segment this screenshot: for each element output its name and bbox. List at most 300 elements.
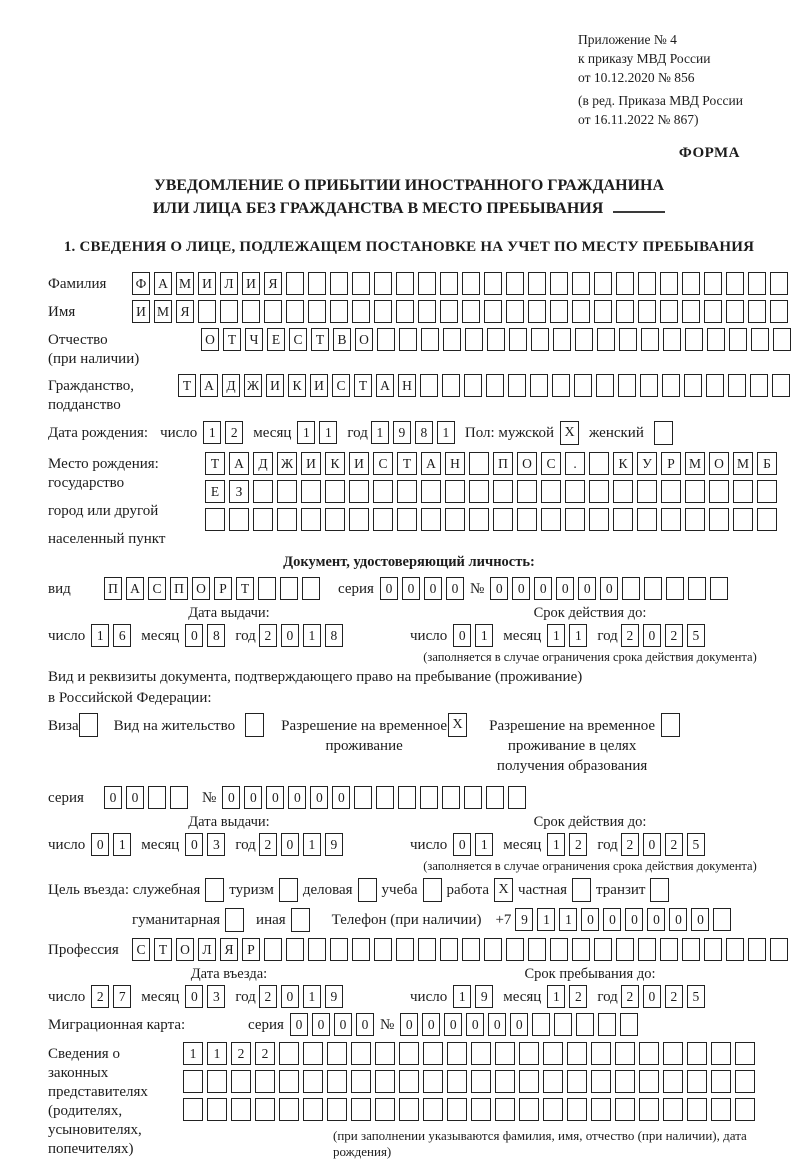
char-cell[interactable]: [373, 480, 393, 503]
char-cell[interactable]: 0: [312, 1013, 330, 1036]
char-cell[interactable]: [543, 1098, 563, 1121]
char-cell[interactable]: [242, 300, 260, 323]
char-cell[interactable]: [519, 1070, 539, 1093]
char-cell[interactable]: Ч: [245, 328, 263, 351]
char-cell[interactable]: 0: [691, 908, 709, 931]
char-cell[interactable]: О: [201, 328, 219, 351]
char-cell[interactable]: [748, 300, 766, 323]
char-cell[interactable]: Т: [178, 374, 196, 397]
char-cell[interactable]: [301, 508, 321, 531]
char-cell[interactable]: О: [517, 452, 537, 475]
char-cell[interactable]: Ж: [244, 374, 262, 397]
char-cell[interactable]: [706, 374, 724, 397]
char-cell[interactable]: [728, 374, 746, 397]
char-cell[interactable]: [640, 374, 658, 397]
char-cell[interactable]: [279, 1098, 299, 1121]
char-cell[interactable]: [613, 480, 633, 503]
char-cell[interactable]: [508, 786, 526, 809]
char-cell[interactable]: [253, 508, 273, 531]
purpose-study-checkbox[interactable]: [423, 878, 442, 902]
char-cell[interactable]: [198, 300, 216, 323]
char-cell[interactable]: [418, 300, 436, 323]
char-cell[interactable]: О: [192, 577, 210, 600]
char-cell[interactable]: [572, 300, 590, 323]
char-cell[interactable]: А: [421, 452, 441, 475]
char-cell[interactable]: С: [148, 577, 166, 600]
char-cell[interactable]: [327, 1098, 347, 1121]
char-cell[interactable]: [589, 452, 609, 475]
char-cell[interactable]: [255, 1070, 275, 1093]
char-cell[interactable]: 9: [325, 833, 343, 856]
char-cell[interactable]: [421, 508, 441, 531]
char-cell[interactable]: 0: [488, 1013, 506, 1036]
char-cell[interactable]: [751, 328, 769, 351]
char-cell[interactable]: 2: [259, 833, 277, 856]
char-cell[interactable]: 7: [113, 985, 131, 1008]
char-cell[interactable]: [330, 300, 348, 323]
char-cell[interactable]: Л: [220, 272, 238, 295]
char-cell[interactable]: [660, 272, 678, 295]
char-cell[interactable]: А: [154, 272, 172, 295]
char-cell[interactable]: [748, 272, 766, 295]
char-cell[interactable]: 0: [581, 908, 599, 931]
char-cell[interactable]: [286, 272, 304, 295]
char-cell[interactable]: [660, 938, 678, 961]
purpose-official-checkbox[interactable]: [205, 878, 224, 902]
char-cell[interactable]: [519, 1042, 539, 1065]
char-cell[interactable]: [661, 480, 681, 503]
char-cell[interactable]: [709, 480, 729, 503]
char-cell[interactable]: [440, 938, 458, 961]
char-cell[interactable]: [352, 938, 370, 961]
char-cell[interactable]: [469, 452, 489, 475]
purpose-business-checkbox[interactable]: [358, 878, 377, 902]
char-cell[interactable]: [591, 1070, 611, 1093]
char-cell[interactable]: 1: [547, 833, 565, 856]
char-cell[interactable]: 3: [207, 833, 225, 856]
char-cell[interactable]: [464, 374, 482, 397]
char-cell[interactable]: [330, 272, 348, 295]
char-cell[interactable]: [286, 938, 304, 961]
char-cell[interactable]: [374, 272, 392, 295]
char-cell[interactable]: [550, 300, 568, 323]
char-cell[interactable]: 0: [281, 833, 299, 856]
purpose-tourism-checkbox[interactable]: [279, 878, 298, 902]
char-cell[interactable]: [543, 1042, 563, 1065]
char-cell[interactable]: [687, 1042, 707, 1065]
char-cell[interactable]: 1: [453, 985, 471, 1008]
char-cell[interactable]: Ж: [277, 452, 297, 475]
char-cell[interactable]: 3: [207, 985, 225, 1008]
char-cell[interactable]: [351, 1070, 371, 1093]
char-cell[interactable]: [493, 480, 513, 503]
char-cell[interactable]: 9: [515, 908, 533, 931]
char-cell[interactable]: [713, 908, 731, 931]
char-cell[interactable]: [375, 1070, 395, 1093]
char-cell[interactable]: [639, 1098, 659, 1121]
char-cell[interactable]: 1: [475, 833, 493, 856]
char-cell[interactable]: [748, 938, 766, 961]
char-cell[interactable]: [447, 1042, 467, 1065]
char-cell[interactable]: Л: [198, 938, 216, 961]
char-cell[interactable]: П: [170, 577, 188, 600]
char-cell[interactable]: [398, 786, 416, 809]
char-cell[interactable]: [615, 1070, 635, 1093]
char-cell[interactable]: [376, 786, 394, 809]
char-cell[interactable]: 0: [402, 577, 420, 600]
char-cell[interactable]: [682, 272, 700, 295]
char-cell[interactable]: [639, 1042, 659, 1065]
char-cell[interactable]: [286, 300, 304, 323]
char-cell[interactable]: 0: [185, 833, 203, 856]
char-cell[interactable]: [594, 300, 612, 323]
char-cell[interactable]: [770, 938, 788, 961]
char-cell[interactable]: И: [310, 374, 328, 397]
char-cell[interactable]: [264, 300, 282, 323]
sex-male-checkbox[interactable]: X: [560, 421, 579, 445]
char-cell[interactable]: [567, 1098, 587, 1121]
char-cell[interactable]: [735, 1042, 755, 1065]
char-cell[interactable]: [495, 1098, 515, 1121]
char-cell[interactable]: 2: [569, 985, 587, 1008]
char-cell[interactable]: 0: [643, 624, 661, 647]
char-cell[interactable]: [528, 300, 546, 323]
char-cell[interactable]: [325, 508, 345, 531]
char-cell[interactable]: [207, 1070, 227, 1093]
char-cell[interactable]: [589, 508, 609, 531]
char-cell[interactable]: [550, 272, 568, 295]
char-cell[interactable]: [420, 786, 438, 809]
char-cell[interactable]: [616, 272, 634, 295]
char-cell[interactable]: 1: [203, 421, 221, 444]
sex-female-checkbox[interactable]: [654, 421, 673, 445]
char-cell[interactable]: 1: [475, 624, 493, 647]
char-cell[interactable]: 1: [559, 908, 577, 931]
char-cell[interactable]: [445, 508, 465, 531]
char-cell[interactable]: [447, 1098, 467, 1121]
char-cell[interactable]: И: [132, 300, 150, 323]
char-cell[interactable]: [519, 1098, 539, 1121]
char-cell[interactable]: [685, 508, 705, 531]
char-cell[interactable]: [396, 300, 414, 323]
char-cell[interactable]: [374, 938, 392, 961]
char-cell[interactable]: [508, 374, 526, 397]
char-cell[interactable]: [770, 300, 788, 323]
char-cell[interactable]: Т: [205, 452, 225, 475]
char-cell[interactable]: [471, 1042, 491, 1065]
char-cell[interactable]: 5: [687, 985, 705, 1008]
char-cell[interactable]: Е: [267, 328, 285, 351]
char-cell[interactable]: 0: [625, 908, 643, 931]
char-cell[interactable]: 2: [569, 833, 587, 856]
char-cell[interactable]: У: [637, 452, 657, 475]
char-cell[interactable]: 1: [371, 421, 389, 444]
char-cell[interactable]: Н: [398, 374, 416, 397]
char-cell[interactable]: [373, 508, 393, 531]
char-cell[interactable]: 2: [91, 985, 109, 1008]
char-cell[interactable]: [710, 577, 728, 600]
char-cell[interactable]: [663, 1070, 683, 1093]
char-cell[interactable]: 2: [665, 624, 683, 647]
char-cell[interactable]: 0: [424, 577, 442, 600]
char-cell[interactable]: [418, 272, 436, 295]
char-cell[interactable]: [750, 374, 768, 397]
char-cell[interactable]: [704, 300, 722, 323]
char-cell[interactable]: [421, 328, 439, 351]
char-cell[interactable]: [445, 480, 465, 503]
char-cell[interactable]: [443, 328, 461, 351]
char-cell[interactable]: 2: [259, 624, 277, 647]
char-cell[interactable]: [464, 786, 482, 809]
char-cell[interactable]: [327, 1070, 347, 1093]
char-cell[interactable]: [684, 374, 702, 397]
char-cell[interactable]: 0: [290, 1013, 308, 1036]
char-cell[interactable]: 8: [325, 624, 343, 647]
char-cell[interactable]: [663, 328, 681, 351]
char-cell[interactable]: [280, 577, 298, 600]
char-cell[interactable]: [351, 1098, 371, 1121]
char-cell[interactable]: [471, 1070, 491, 1093]
char-cell[interactable]: [619, 328, 637, 351]
char-cell[interactable]: [711, 1098, 731, 1121]
char-cell[interactable]: [567, 1042, 587, 1065]
char-cell[interactable]: И: [266, 374, 284, 397]
char-cell[interactable]: С: [289, 328, 307, 351]
char-cell[interactable]: [509, 328, 527, 351]
char-cell[interactable]: В: [333, 328, 351, 351]
char-cell[interactable]: 0: [380, 577, 398, 600]
char-cell[interactable]: 2: [259, 985, 277, 1008]
char-cell[interactable]: [638, 300, 656, 323]
char-cell[interactable]: [462, 272, 480, 295]
char-cell[interactable]: [528, 272, 546, 295]
char-cell[interactable]: [662, 374, 680, 397]
char-cell[interactable]: Т: [236, 577, 254, 600]
char-cell[interactable]: Я: [176, 300, 194, 323]
char-cell[interactable]: [377, 328, 395, 351]
char-cell[interactable]: [399, 1070, 419, 1093]
char-cell[interactable]: [572, 272, 590, 295]
char-cell[interactable]: 1: [91, 624, 109, 647]
char-cell[interactable]: [575, 328, 593, 351]
char-cell[interactable]: [591, 1042, 611, 1065]
char-cell[interactable]: Д: [253, 452, 273, 475]
char-cell[interactable]: 0: [332, 786, 350, 809]
char-cell[interactable]: [770, 272, 788, 295]
char-cell[interactable]: [594, 272, 612, 295]
char-cell[interactable]: 0: [310, 786, 328, 809]
char-cell[interactable]: [517, 480, 537, 503]
char-cell[interactable]: [733, 508, 753, 531]
char-cell[interactable]: 2: [621, 833, 639, 856]
char-cell[interactable]: Р: [661, 452, 681, 475]
char-cell[interactable]: [486, 786, 504, 809]
char-cell[interactable]: [711, 1070, 731, 1093]
char-cell[interactable]: 2: [225, 421, 243, 444]
char-cell[interactable]: [550, 938, 568, 961]
char-cell[interactable]: [258, 577, 276, 600]
char-cell[interactable]: [757, 480, 777, 503]
char-cell[interactable]: [506, 272, 524, 295]
char-cell[interactable]: [421, 480, 441, 503]
char-cell[interactable]: 1: [319, 421, 337, 444]
char-cell[interactable]: 1: [113, 833, 131, 856]
char-cell[interactable]: [688, 577, 706, 600]
char-cell[interactable]: Р: [242, 938, 260, 961]
purpose-work-checkbox[interactable]: X: [494, 878, 513, 902]
char-cell[interactable]: [726, 272, 744, 295]
char-cell[interactable]: [639, 1070, 659, 1093]
char-cell[interactable]: [517, 508, 537, 531]
char-cell[interactable]: [726, 938, 744, 961]
char-cell[interactable]: [552, 374, 570, 397]
char-cell[interactable]: 1: [547, 985, 565, 1008]
char-cell[interactable]: [423, 1070, 443, 1093]
char-cell[interactable]: 1: [183, 1042, 203, 1065]
char-cell[interactable]: [440, 300, 458, 323]
char-cell[interactable]: О: [355, 328, 373, 351]
char-cell[interactable]: [704, 272, 722, 295]
char-cell[interactable]: [506, 938, 524, 961]
char-cell[interactable]: [531, 328, 549, 351]
char-cell[interactable]: 1: [297, 421, 315, 444]
char-cell[interactable]: [644, 577, 662, 600]
char-cell[interactable]: [399, 1042, 419, 1065]
char-cell[interactable]: 9: [325, 985, 343, 1008]
char-cell[interactable]: 2: [255, 1042, 275, 1065]
char-cell[interactable]: Я: [264, 272, 282, 295]
char-cell[interactable]: [663, 1042, 683, 1065]
char-cell[interactable]: [486, 374, 504, 397]
char-cell[interactable]: [277, 480, 297, 503]
char-cell[interactable]: [495, 1042, 515, 1065]
char-cell[interactable]: О: [709, 452, 729, 475]
char-cell[interactable]: [325, 480, 345, 503]
char-cell[interactable]: [484, 300, 502, 323]
char-cell[interactable]: [574, 374, 592, 397]
char-cell[interactable]: [183, 1098, 203, 1121]
char-cell[interactable]: [220, 300, 238, 323]
char-cell[interactable]: 0: [490, 577, 508, 600]
char-cell[interactable]: [277, 508, 297, 531]
char-cell[interactable]: 0: [453, 624, 471, 647]
char-cell[interactable]: М: [176, 272, 194, 295]
char-cell[interactable]: 0: [222, 786, 240, 809]
char-cell[interactable]: [735, 1098, 755, 1121]
char-cell[interactable]: С: [373, 452, 393, 475]
char-cell[interactable]: [541, 508, 561, 531]
char-cell[interactable]: М: [733, 452, 753, 475]
char-cell[interactable]: [399, 1098, 419, 1121]
char-cell[interactable]: 1: [303, 985, 321, 1008]
char-cell[interactable]: 8: [415, 421, 433, 444]
char-cell[interactable]: [279, 1042, 299, 1065]
char-cell[interactable]: 0: [534, 577, 552, 600]
char-cell[interactable]: [302, 577, 320, 600]
char-cell[interactable]: [616, 938, 634, 961]
char-cell[interactable]: [330, 938, 348, 961]
char-cell[interactable]: [374, 300, 392, 323]
char-cell[interactable]: [661, 508, 681, 531]
char-cell[interactable]: [637, 508, 657, 531]
char-cell[interactable]: [308, 938, 326, 961]
char-cell[interactable]: [707, 328, 725, 351]
char-cell[interactable]: 0: [104, 786, 122, 809]
char-cell[interactable]: [660, 300, 678, 323]
option-temp-residence-checkbox[interactable]: X: [448, 713, 467, 737]
purpose-humanitarian-checkbox[interactable]: [225, 908, 244, 932]
char-cell[interactable]: [308, 300, 326, 323]
char-cell[interactable]: [418, 938, 436, 961]
char-cell[interactable]: Н: [445, 452, 465, 475]
char-cell[interactable]: Т: [397, 452, 417, 475]
char-cell[interactable]: [462, 938, 480, 961]
char-cell[interactable]: [613, 508, 633, 531]
char-cell[interactable]: [704, 938, 722, 961]
char-cell[interactable]: [565, 508, 585, 531]
char-cell[interactable]: А: [126, 577, 144, 600]
char-cell[interactable]: 0: [643, 833, 661, 856]
char-cell[interactable]: [469, 480, 489, 503]
char-cell[interactable]: [231, 1070, 251, 1093]
char-cell[interactable]: [471, 1098, 491, 1121]
char-cell[interactable]: 0: [647, 908, 665, 931]
char-cell[interactable]: 5: [687, 833, 705, 856]
char-cell[interactable]: 9: [475, 985, 493, 1008]
char-cell[interactable]: [352, 272, 370, 295]
char-cell[interactable]: Т: [223, 328, 241, 351]
char-cell[interactable]: [598, 1013, 616, 1036]
char-cell[interactable]: Е: [205, 480, 225, 503]
char-cell[interactable]: [638, 272, 656, 295]
char-cell[interactable]: [447, 1070, 467, 1093]
purpose-other-checkbox[interactable]: [291, 908, 310, 932]
char-cell[interactable]: [685, 328, 703, 351]
char-cell[interactable]: [396, 938, 414, 961]
char-cell[interactable]: Т: [154, 938, 172, 961]
char-cell[interactable]: 0: [91, 833, 109, 856]
char-cell[interactable]: 1: [547, 624, 565, 647]
char-cell[interactable]: [641, 328, 659, 351]
char-cell[interactable]: 2: [665, 985, 683, 1008]
char-cell[interactable]: [205, 508, 225, 531]
char-cell[interactable]: 0: [603, 908, 621, 931]
purpose-transit-checkbox[interactable]: [650, 878, 669, 902]
char-cell[interactable]: Р: [214, 577, 232, 600]
char-cell[interactable]: М: [154, 300, 172, 323]
char-cell[interactable]: 1: [569, 624, 587, 647]
char-cell[interactable]: С: [541, 452, 561, 475]
char-cell[interactable]: [351, 1042, 371, 1065]
char-cell[interactable]: Д: [222, 374, 240, 397]
char-cell[interactable]: [308, 272, 326, 295]
char-cell[interactable]: Ф: [132, 272, 150, 295]
char-cell[interactable]: [553, 328, 571, 351]
char-cell[interactable]: 0: [281, 624, 299, 647]
char-cell[interactable]: [682, 300, 700, 323]
char-cell[interactable]: [440, 272, 458, 295]
char-cell[interactable]: С: [132, 938, 150, 961]
char-cell[interactable]: [375, 1098, 395, 1121]
char-cell[interactable]: 0: [185, 985, 203, 1008]
char-cell[interactable]: [303, 1098, 323, 1121]
char-cell[interactable]: 0: [244, 786, 262, 809]
char-cell[interactable]: Я: [220, 938, 238, 961]
char-cell[interactable]: [303, 1070, 323, 1093]
char-cell[interactable]: [279, 1070, 299, 1093]
char-cell[interactable]: 0: [422, 1013, 440, 1036]
char-cell[interactable]: [543, 1070, 563, 1093]
